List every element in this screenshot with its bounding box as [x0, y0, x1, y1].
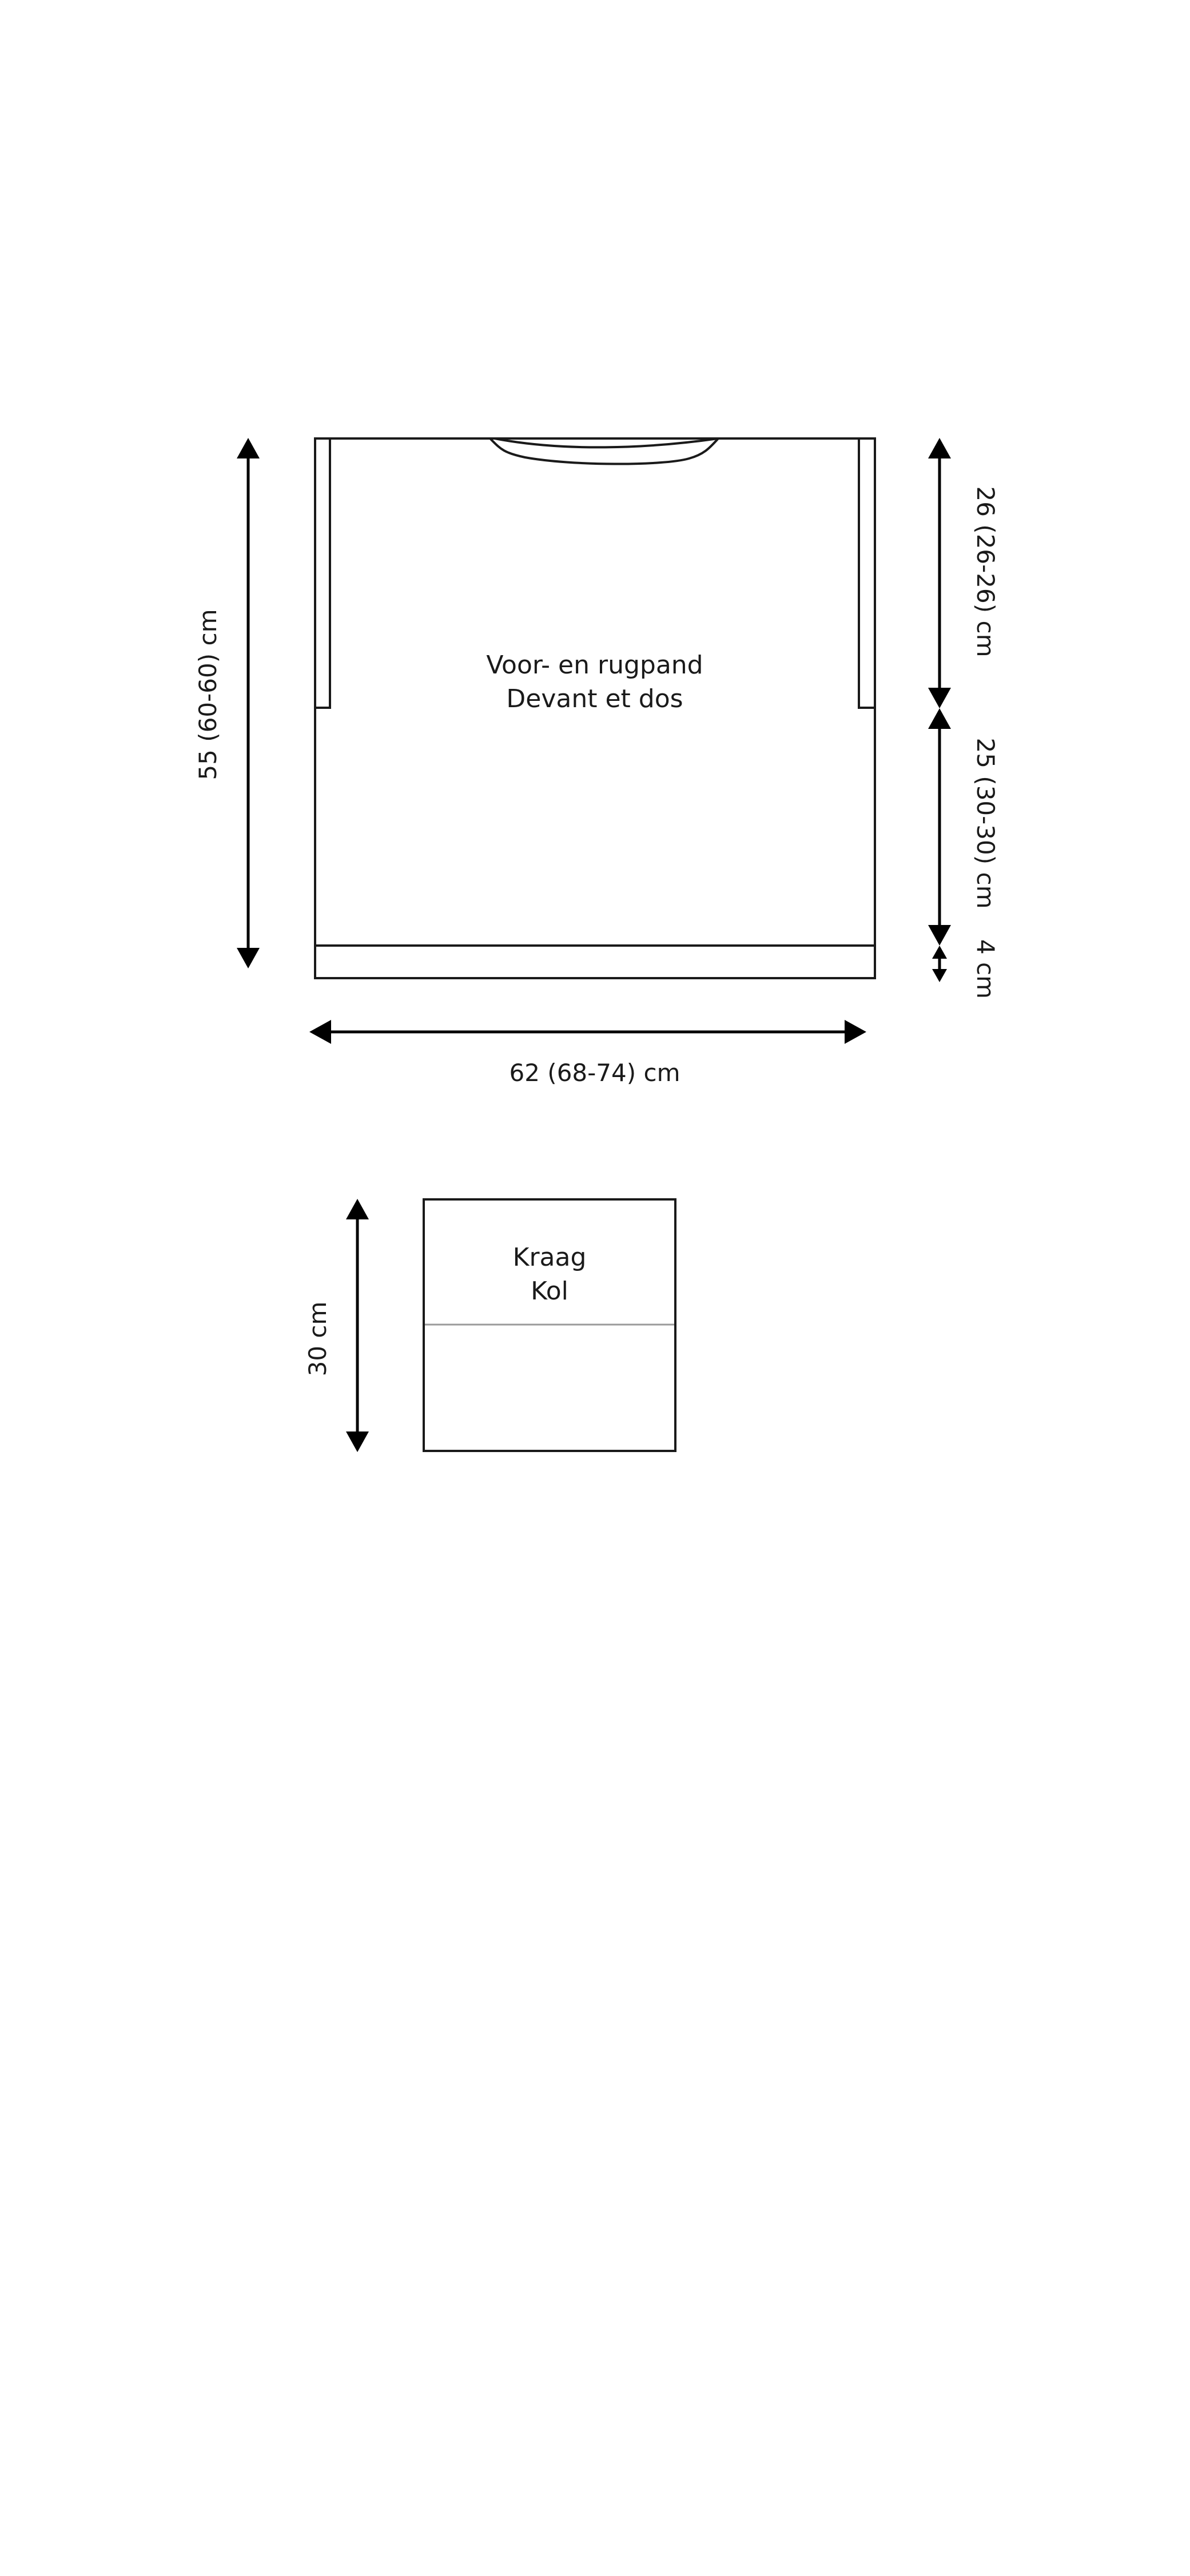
- arrowhead-down: [932, 969, 947, 982]
- arrowhead-down: [346, 1431, 369, 1452]
- collar-title-line2: Kol: [531, 1277, 568, 1306]
- arrowhead-up: [928, 708, 951, 729]
- collar-height-label: 30 cm: [304, 1301, 332, 1377]
- width-label: 62 (68-74) cm: [509, 1059, 680, 1087]
- total-height-label: 55 (60-60) cm: [194, 609, 222, 780]
- side-length-label: 25 (30-30) cm: [972, 737, 1000, 909]
- arrowhead-left: [309, 1020, 331, 1044]
- collar-title-line1: Kraag: [512, 1243, 587, 1272]
- total-height-dimension: [194, 438, 260, 968]
- arrowhead-down: [237, 948, 260, 968]
- collar-piece: [424, 1199, 675, 1451]
- right-armhole-band: [859, 438, 875, 708]
- neckline-rib: [495, 438, 718, 447]
- collar-height-dimension: [304, 1199, 369, 1452]
- ribbing-dimension: [932, 939, 1000, 999]
- armhole-depth-dimension: [928, 438, 1000, 708]
- width-dimension: [309, 1020, 866, 1087]
- arrowhead-up: [932, 946, 947, 959]
- body-piece: [315, 438, 875, 978]
- left-armhole-band: [315, 438, 330, 708]
- arrowhead-up: [237, 438, 260, 458]
- arrowhead-up: [346, 1199, 369, 1219]
- body-title-line2: Devant et dos: [506, 684, 683, 713]
- arrowhead-down: [928, 688, 951, 708]
- arrowhead-right: [845, 1020, 866, 1044]
- side-length-dimension: [928, 708, 1000, 946]
- armhole-depth-label: 26 (26-26) cm: [972, 486, 1000, 657]
- ribbing-label: 4 cm: [972, 939, 1000, 999]
- body-title-line1: Voor- en rugpand: [486, 651, 703, 680]
- arrowhead-up: [928, 438, 951, 458]
- arrowhead-down: [928, 925, 951, 946]
